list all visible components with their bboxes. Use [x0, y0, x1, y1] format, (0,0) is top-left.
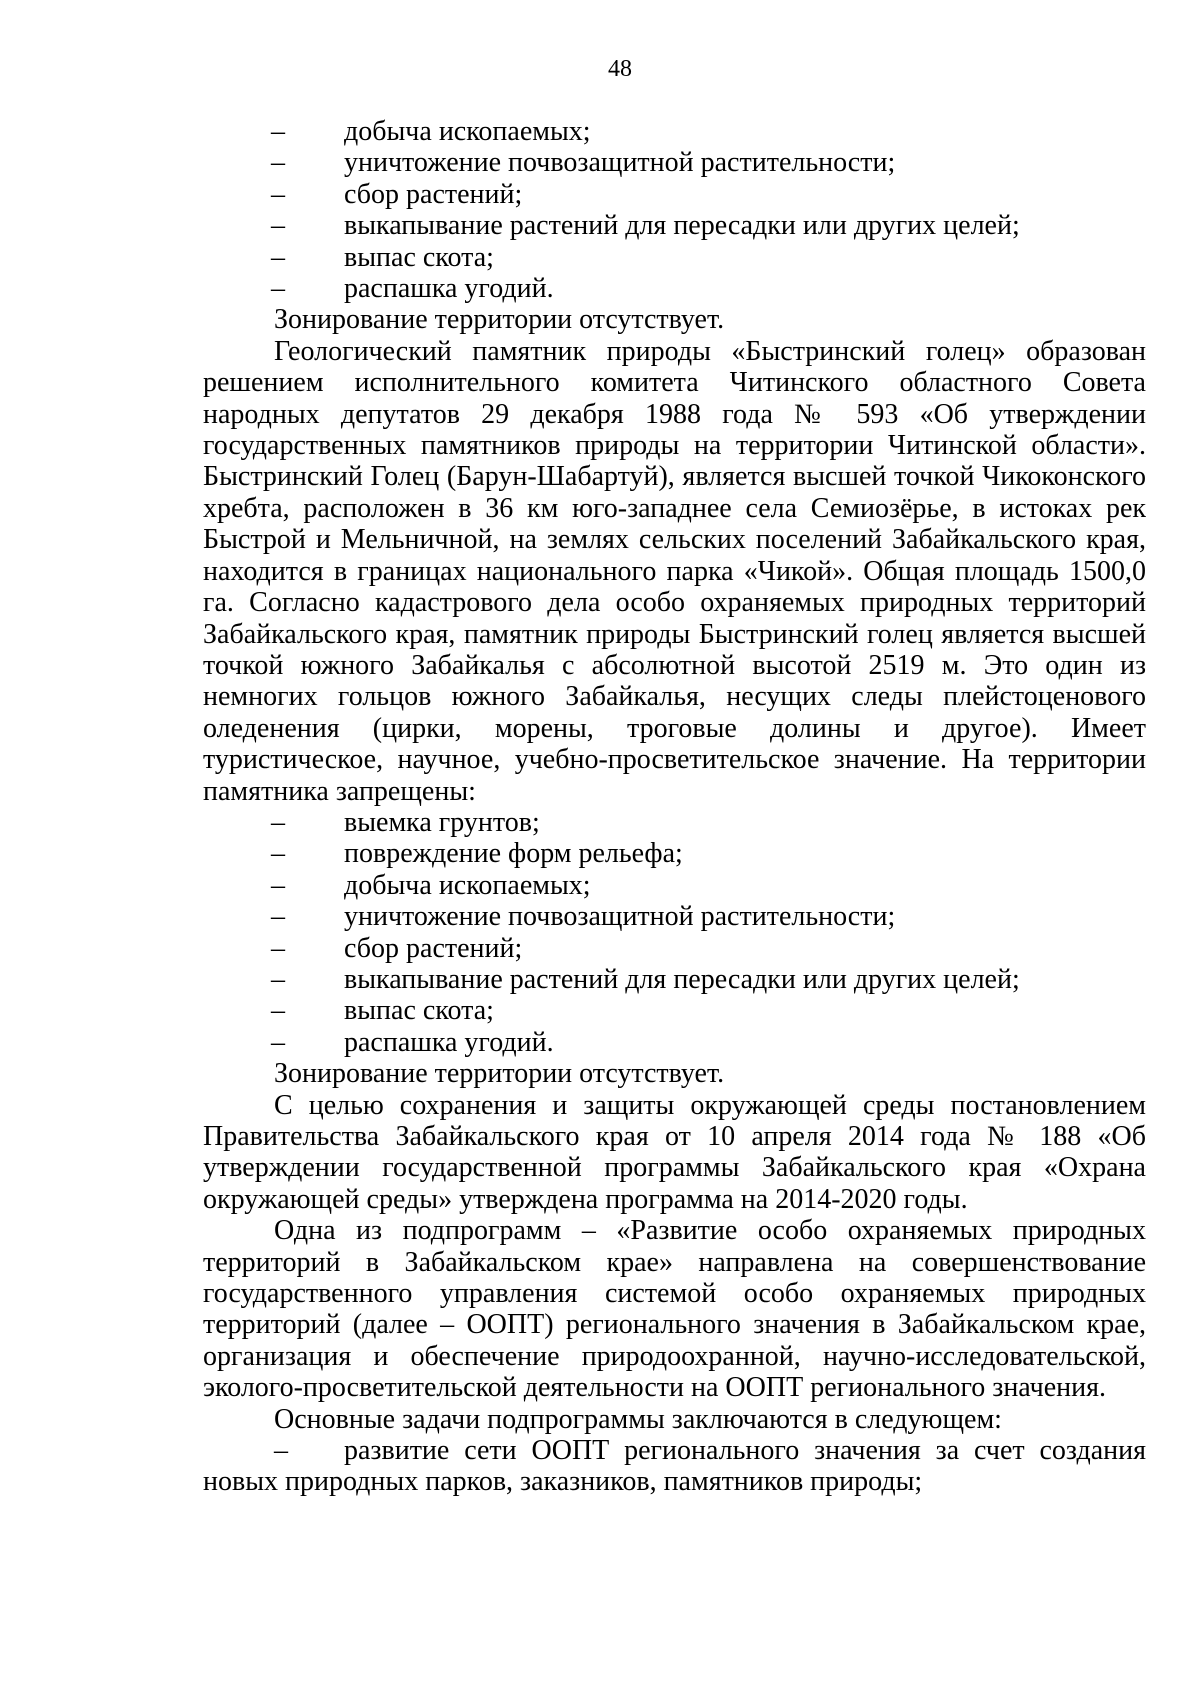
- list-item-text: выкапывание растений для пересадки или других целей;: [344, 210, 1020, 242]
- list-item-text: выпас скота;: [344, 241, 494, 273]
- tasks-intro: Основные задачи подпрограммы заключаются в следующем:: [274, 1403, 1002, 1435]
- subprogram-paragraph: Одна из подпрограмм – «Развитие особо охраняемых природных территорий в Забайкальском крае» направлена на совершенствование государственного управления системой особо охраняемых природных территорий (далее – ООПТ) регионального значения в Забайкальском крае, организация и обеспечение природоохранной, научно-исследовательской, эколого-просветительской деятельности на ООПТ регионального значения.: [203, 1215, 1146, 1404]
- list-item-text: развитие сети ООПТ регионального значения за счет создания новых природных парков, заказников, памятников природы;: [203, 1435, 1146, 1498]
- list-item: [203, 995, 1146, 1026]
- list-item: [203, 147, 1146, 178]
- list-item-text: уничтожение почвозащитной растительности;: [344, 147, 896, 179]
- list-item: [203, 964, 1146, 995]
- list-item: [203, 273, 1146, 304]
- list-dash: –: [271, 901, 285, 933]
- list-item-text: распашка угодий.: [344, 273, 554, 305]
- list-dash: –: [271, 995, 285, 1027]
- list-dash: –: [271, 838, 285, 870]
- list-dash: –: [271, 116, 285, 147]
- list-item: [203, 1435, 1146, 1498]
- zoning-statement-second: Зонирование территории отсутствует.: [274, 1058, 725, 1090]
- list-item: [203, 870, 1146, 901]
- environment-protection-paragraph: С целью сохранения и защиты окружающей среды постановлением Правительства Забайкальского края от 10 апреля 2014 года № 188 «Об утверждении государственной программы Забайкальского края «Охрана окружающей среды» утверждена программа на 2014-2020 годы.: [203, 1089, 1146, 1215]
- list-item-text: повреждение форм рельефа;: [344, 838, 683, 870]
- restrictions-list-second: [203, 807, 1146, 1058]
- list-dash: –: [271, 932, 285, 964]
- list-item: [203, 901, 1146, 932]
- list-dash: –: [271, 273, 285, 305]
- restrictions-list-first: [203, 116, 1146, 304]
- list-item-text: сбор растений;: [344, 932, 523, 964]
- list-item-text: добыча ископаемых;: [344, 116, 591, 147]
- list-dash: –: [271, 241, 285, 273]
- list-item: [203, 1027, 1146, 1058]
- list-item-text: сбор растений;: [344, 178, 523, 210]
- list-item: [203, 116, 1146, 147]
- list-item-text: уничтожение почвозащитной растительности;: [344, 901, 896, 933]
- list-item: [203, 807, 1146, 838]
- zoning-statement-first: Зонирование территории отсутствует.: [274, 304, 725, 336]
- list-item: [203, 838, 1146, 869]
- geological-monument-paragraph: Геологический памятник природы «Быстринский голец» образован решением исполнительного комитета Читинского областного Совета народных депутатов 29 декабря 1988 года № 593 «Об утверждении государственных памятников природы на территории Читинской области». Быстринский Голец (Барун-Шабартуй), является высшей точкой Чикоконского хребта, расположен в 36 км юго-западнее села Семиозёрье, в истоках рек Быстрой и Мельничной, на землях сельских поселений Забайкальского края, находится в границах национального парка «Чикой». Общая площадь 1500,0 га. Согласно кадастрового дела особо охраняемых природных территорий Забайкальского края, памятник природы Быстринский голец является высшей точкой южного Забайкалья с абсолютной высотой 2519 м. Это один из немногих гольцов южного Забайкалья, несущих следы плейстоценового оледенения (цирки, морены, троговые долины и другое). Имеет туристическое, научное, учебно-просветительское значение. На территории памятника запрещены:: [203, 335, 1146, 807]
- list-item: [203, 179, 1146, 210]
- list-dash: –: [271, 1026, 285, 1058]
- list-item: [203, 242, 1146, 273]
- list-dash: –: [271, 963, 285, 995]
- list-dash: –: [271, 210, 285, 242]
- list-dash: –: [274, 1435, 288, 1467]
- list-item-text: выемка грунтов;: [344, 806, 540, 838]
- list-item-text: распашка угодий.: [344, 1026, 554, 1058]
- list-dash: –: [271, 869, 285, 901]
- list-dash: –: [271, 178, 285, 210]
- list-item-text: выкапывание растений для пересадки или других целей;: [344, 963, 1020, 995]
- list-item: [203, 210, 1146, 241]
- page-content: [203, 116, 1146, 1498]
- list-item-text: добыча ископаемых;: [344, 869, 591, 901]
- page-number: 48: [608, 56, 632, 82]
- list-dash: –: [271, 806, 285, 838]
- list-item-text: выпас скота;: [344, 995, 494, 1027]
- list-item: [203, 933, 1146, 964]
- list-dash: –: [271, 147, 285, 179]
